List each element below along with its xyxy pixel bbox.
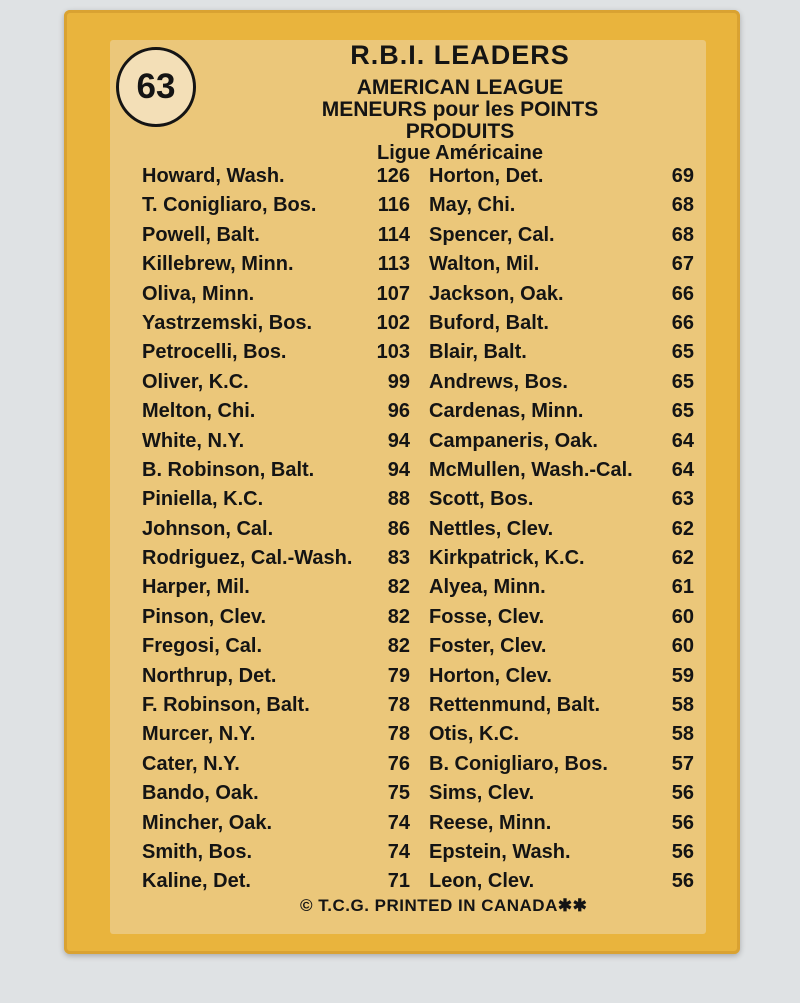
rbi-value: 113 xyxy=(377,253,410,276)
leader-row xyxy=(429,662,694,691)
leader-row xyxy=(429,427,694,456)
rbi-value: 82 xyxy=(387,605,410,628)
player-name: Sims, Clev. xyxy=(429,782,535,805)
leader-row xyxy=(142,250,410,279)
player-name: Blair, Balt. xyxy=(429,341,527,364)
player-name: Horton, Clev. xyxy=(429,664,552,687)
leader-row xyxy=(429,221,694,250)
leader-row xyxy=(429,867,694,896)
player-name: Melton, Chi. xyxy=(142,400,256,423)
leader-row xyxy=(142,809,410,838)
leader-row xyxy=(429,338,694,367)
rbi-value: 76 xyxy=(387,752,410,775)
rbi-value: 102 xyxy=(376,311,410,334)
leader-row xyxy=(142,632,410,661)
player-name: Northrup, Det. xyxy=(142,664,277,687)
leader-row xyxy=(429,691,694,720)
player-name: Piniella, K.C. xyxy=(142,488,264,511)
rbi-value: 78 xyxy=(387,723,410,746)
leader-row xyxy=(142,573,410,602)
rbi-value: 56 xyxy=(671,870,694,893)
leader-row xyxy=(429,368,694,397)
player-name: May, Chi. xyxy=(429,194,516,217)
leader-row xyxy=(429,515,694,544)
player-name: Kirkpatrick, K.C. xyxy=(429,547,585,570)
rbi-value: 62 xyxy=(671,547,694,570)
leader-row xyxy=(142,162,410,191)
rbi-value: 78 xyxy=(387,694,410,717)
leader-row xyxy=(142,544,410,573)
leader-row xyxy=(142,427,410,456)
player-name: Kaline, Det. xyxy=(142,870,251,893)
rbi-value: 82 xyxy=(387,635,410,658)
rbi-value: 116 xyxy=(377,194,410,217)
rbi-value: 88 xyxy=(387,488,410,511)
player-name: Otis, K.C. xyxy=(429,723,520,746)
rbi-value: 94 xyxy=(387,458,410,481)
leaders-left-column xyxy=(142,162,410,897)
player-name: Killebrew, Minn. xyxy=(142,253,294,276)
rbi-value: 99 xyxy=(387,370,410,393)
rbi-value: 82 xyxy=(387,576,410,599)
player-name: Mincher, Oak. xyxy=(142,811,273,834)
rbi-value: 57 xyxy=(671,752,694,775)
leader-row xyxy=(142,280,410,309)
player-name: McMullen, Wash.-Cal. xyxy=(429,458,633,481)
player-name: Jackson, Oak. xyxy=(429,282,564,305)
player-name: Bando, Oak. xyxy=(142,782,259,805)
player-name: Leon, Clev. xyxy=(429,870,535,893)
leader-row xyxy=(142,603,410,632)
leader-row xyxy=(429,779,694,808)
player-name: Cardenas, Minn. xyxy=(429,400,584,423)
leader-row xyxy=(429,309,694,338)
rbi-value: 68 xyxy=(671,194,694,217)
leader-row xyxy=(142,221,410,250)
leader-row xyxy=(142,456,410,485)
player-name: Cater, N.Y. xyxy=(142,752,240,775)
rbi-value: 126 xyxy=(376,165,410,187)
player-name: Powell, Balt. xyxy=(142,223,260,246)
rbi-value: 66 xyxy=(671,311,694,334)
rbi-value: 60 xyxy=(671,605,694,628)
leader-row xyxy=(429,544,694,573)
rbi-value: 58 xyxy=(671,694,694,717)
rbi-value: 65 xyxy=(671,370,694,393)
rbi-value: 69 xyxy=(671,165,694,187)
leader-row xyxy=(429,191,694,220)
player-name: B. Conigliaro, Bos. xyxy=(429,752,608,775)
player-name: Howard, Wash. xyxy=(142,165,285,187)
player-name: Campaneris, Oak. xyxy=(429,429,598,452)
leader-row xyxy=(429,250,694,279)
player-name: Foster, Clev. xyxy=(429,635,547,658)
rbi-value: 79 xyxy=(387,664,410,687)
leader-row xyxy=(142,691,410,720)
title-french-line2: PRODUITS xyxy=(405,120,515,143)
rbi-value: 71 xyxy=(387,870,410,893)
player-name: Epstein, Wash. xyxy=(429,840,571,863)
player-name: Buford, Balt. xyxy=(429,311,549,334)
leader-row xyxy=(429,603,694,632)
leader-row xyxy=(142,720,410,749)
rbi-value: 65 xyxy=(671,400,694,423)
rbi-value: 63 xyxy=(671,488,694,511)
leader-row xyxy=(142,662,410,691)
player-name: Murcer, N.Y. xyxy=(142,723,256,746)
player-name: Petrocelli, Bos. xyxy=(142,341,287,364)
player-name: Yastrzemski, Bos. xyxy=(142,311,313,334)
leader-row xyxy=(142,338,410,367)
leader-row xyxy=(142,397,410,426)
rbi-value: 83 xyxy=(387,547,410,570)
leader-row xyxy=(429,456,694,485)
player-name: F. Robinson, Balt. xyxy=(142,694,310,717)
leader-row xyxy=(142,750,410,779)
card-title: R.B.I. LEADERS xyxy=(350,40,570,70)
rbi-value: 94 xyxy=(387,429,410,452)
player-name: B. Robinson, Balt. xyxy=(142,458,315,481)
leader-row xyxy=(142,368,410,397)
rbi-value: 56 xyxy=(671,811,694,834)
leader-row xyxy=(142,867,410,896)
rbi-value: 61 xyxy=(671,576,694,599)
rbi-value: 56 xyxy=(671,840,694,863)
rbi-value: 59 xyxy=(671,664,694,687)
rbi-value: 74 xyxy=(387,811,410,834)
rbi-value: 74 xyxy=(387,840,410,863)
leader-row xyxy=(429,838,694,867)
player-name: White, N.Y. xyxy=(142,429,245,452)
player-name: Spencer, Cal. xyxy=(429,223,555,246)
player-name: Alyea, Minn. xyxy=(429,576,546,599)
leader-row xyxy=(142,779,410,808)
leader-row xyxy=(429,573,694,602)
leader-row xyxy=(429,750,694,779)
player-name: Rettenmund, Balt. xyxy=(429,694,601,717)
league-english: AMERICAN LEAGUE xyxy=(356,76,564,99)
rbi-value: 56 xyxy=(671,782,694,805)
leader-row xyxy=(429,485,694,514)
rbi-value: 67 xyxy=(671,253,694,276)
rbi-value: 68 xyxy=(671,223,694,246)
player-name: Fosse, Clev. xyxy=(429,605,545,628)
rbi-value: 64 xyxy=(671,458,694,481)
player-name: Smith, Bos. xyxy=(142,840,253,863)
player-name: Andrews, Bos. xyxy=(429,370,568,393)
leader-row xyxy=(429,632,694,661)
rbi-value: 103 xyxy=(376,341,410,364)
player-name: Oliva, Minn. xyxy=(142,282,255,305)
leader-row xyxy=(429,809,694,838)
player-name: Scott, Bos. xyxy=(429,488,534,511)
leader-row xyxy=(429,720,694,749)
leader-row xyxy=(142,485,410,514)
rbi-value: 96 xyxy=(387,400,410,423)
rbi-value: 60 xyxy=(671,635,694,658)
player-name: Harper, Mil. xyxy=(142,576,250,599)
leader-row xyxy=(142,838,410,867)
player-name: Johnson, Cal. xyxy=(142,517,274,540)
player-name: Nettles, Clev. xyxy=(429,517,554,540)
rbi-value: 114 xyxy=(377,223,410,246)
title-french-line1: MENEURS pour les POINTS xyxy=(321,98,599,121)
leader-row xyxy=(429,162,694,191)
card-footer: © T.C.G. PRINTED IN CANADA✱✱ xyxy=(300,896,588,915)
player-name: Walton, Mil. xyxy=(429,253,540,276)
player-name: Fregosi, Cal. xyxy=(142,635,263,658)
rbi-value: 58 xyxy=(671,723,694,746)
rbi-value: 86 xyxy=(387,517,410,540)
player-name: Horton, Det. xyxy=(429,165,544,187)
leaders-right-column xyxy=(429,162,694,897)
league-french: Ligue Américaine xyxy=(377,142,543,164)
rbi-value: 62 xyxy=(671,517,694,540)
leader-row xyxy=(429,280,694,309)
rbi-value: 64 xyxy=(671,429,694,452)
player-name: Rodriguez, Cal.-Wash. xyxy=(142,547,353,570)
leader-row xyxy=(429,397,694,426)
rbi-value: 65 xyxy=(671,341,694,364)
player-name: Oliver, K.C. xyxy=(142,370,249,393)
player-name: T. Conigliaro, Bos. xyxy=(142,194,317,217)
card-number-badge: 63 xyxy=(116,47,196,127)
leader-row xyxy=(142,515,410,544)
leader-row xyxy=(142,191,410,220)
leader-row xyxy=(142,309,410,338)
player-name: Reese, Minn. xyxy=(429,811,552,834)
rbi-value: 66 xyxy=(671,282,694,305)
player-name: Pinson, Clev. xyxy=(142,605,267,628)
rbi-value: 75 xyxy=(387,782,410,805)
rbi-value: 107 xyxy=(376,282,410,305)
